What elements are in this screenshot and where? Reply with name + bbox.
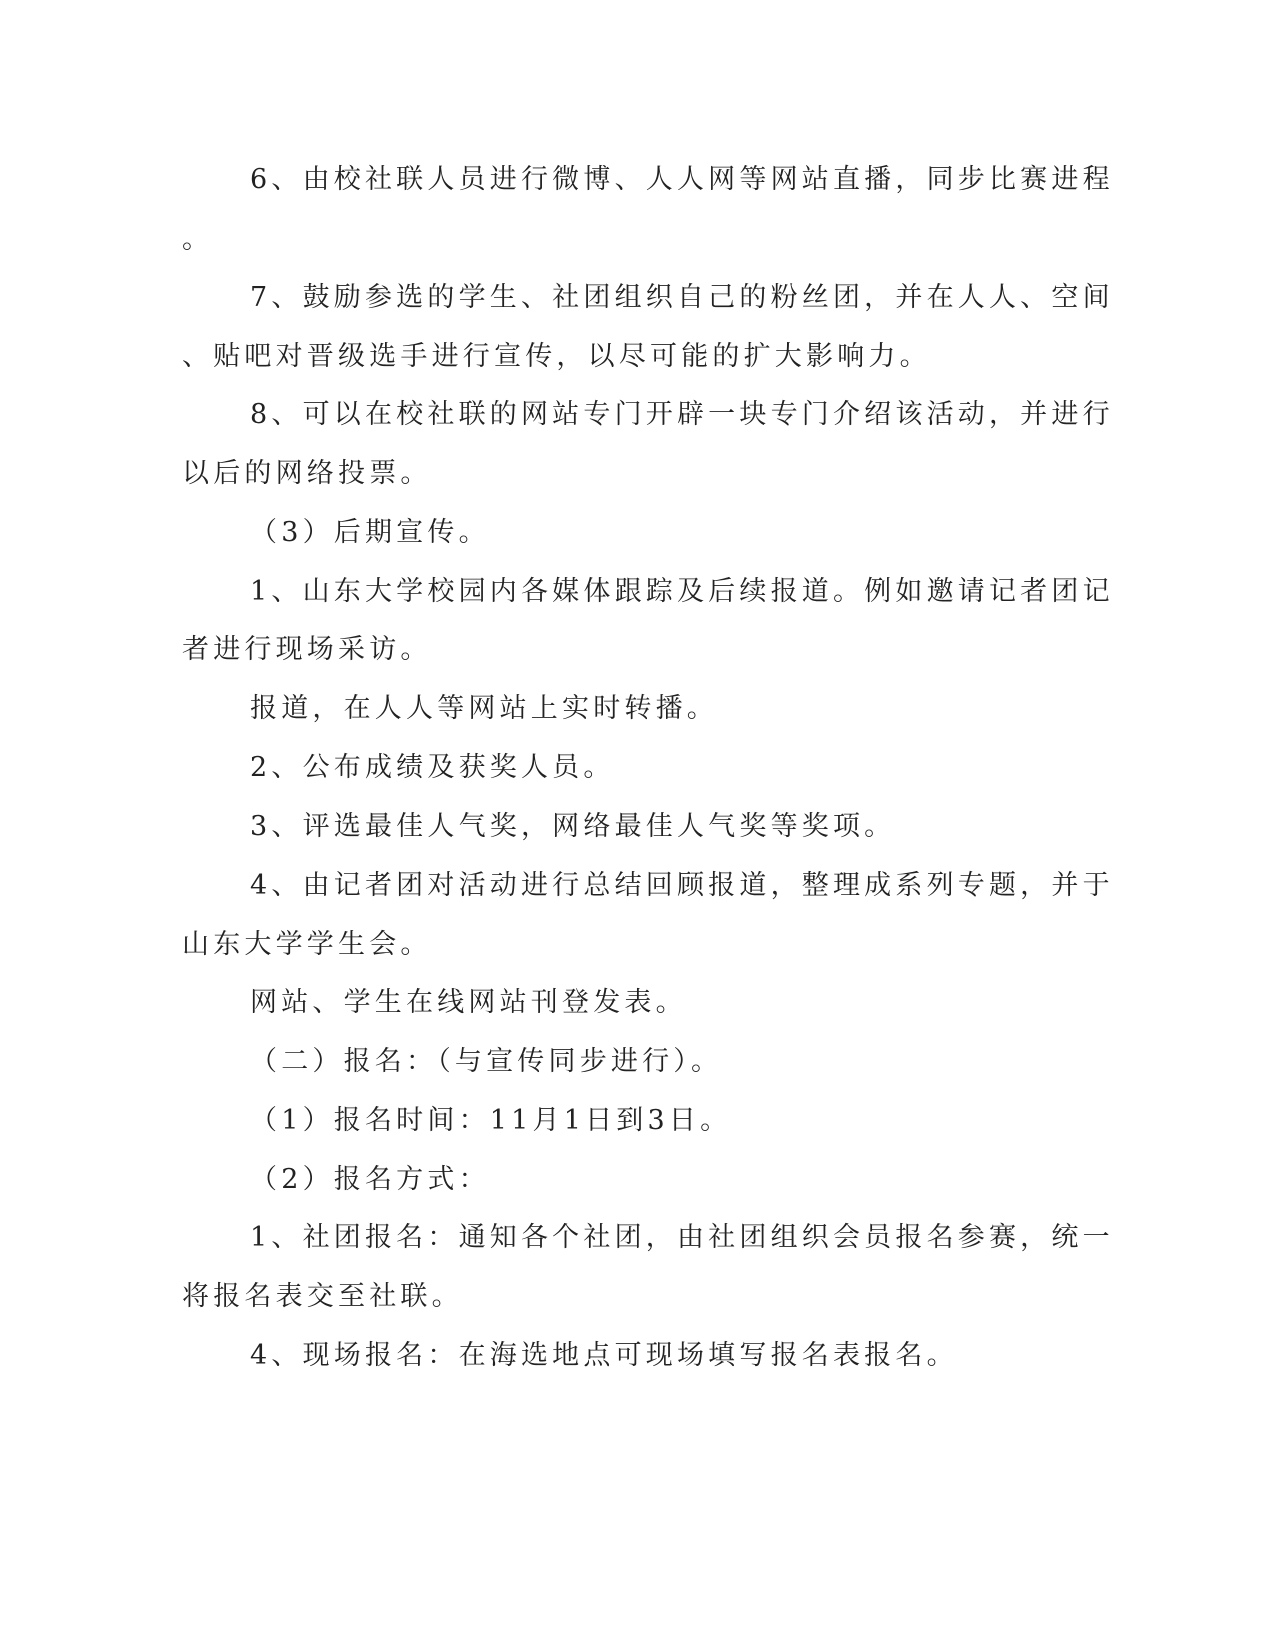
paragraph-line: 2、公布成绩及获奖人员。 <box>250 752 615 783</box>
paragraph-line: 者进行现场采访。 <box>182 634 432 665</box>
paragraph-line: 7、鼓励参选的学生、社团组织自己的粉丝团，并在人人、空间 <box>250 282 1114 313</box>
paragraph-line: 报道，在人人等网站上实时转播。 <box>250 693 718 724</box>
section-heading: （3）后期宣传。 <box>250 517 490 548</box>
section-heading: （二）报名：（与宣传同步进行）。 <box>250 1046 723 1077</box>
paragraph-line: 3、评选最佳人气奖，网络最佳人气奖等奖项。 <box>250 811 896 842</box>
paragraph-line: 山东大学学生会。 <box>182 929 432 960</box>
paragraph-line: 网站、学生在线网站刊登发表。 <box>250 987 687 1018</box>
section-heading: （2）报名方式： <box>250 1164 490 1195</box>
paragraph-line: 4、现场报名：在海选地点可现场填写报名表报名。 <box>250 1340 958 1371</box>
paragraph-line: 以后的网络投票。 <box>182 458 432 489</box>
paragraph-line: 1、山东大学校园内各媒体跟踪及后续报道。例如邀请记者团记 <box>250 576 1114 607</box>
paragraph-line: 、贴吧对晋级选手进行宣传，以尽可能的扩大影响力。 <box>182 341 931 372</box>
paragraph-line: 1、社团报名：通知各个社团，由社团组织会员报名参赛，统一 <box>250 1222 1114 1253</box>
paragraph-line: 8、可以在校社联的网站专门开辟一块专门介绍该活动，并进行 <box>250 399 1114 430</box>
paragraph-line: 将报名表交至社联。 <box>182 1281 463 1312</box>
paragraph-line: 4、由记者团对活动进行总结回顾报道，整理成系列专题，并于 <box>250 870 1114 901</box>
paragraph-line: 6、由校社联人员进行微博、人人网等网站直播，同步比赛进程 <box>250 164 1114 195</box>
paragraph-line: 。 <box>182 224 214 255</box>
paragraph-line: （1）报名时间：11月1日到3日。 <box>250 1105 732 1136</box>
